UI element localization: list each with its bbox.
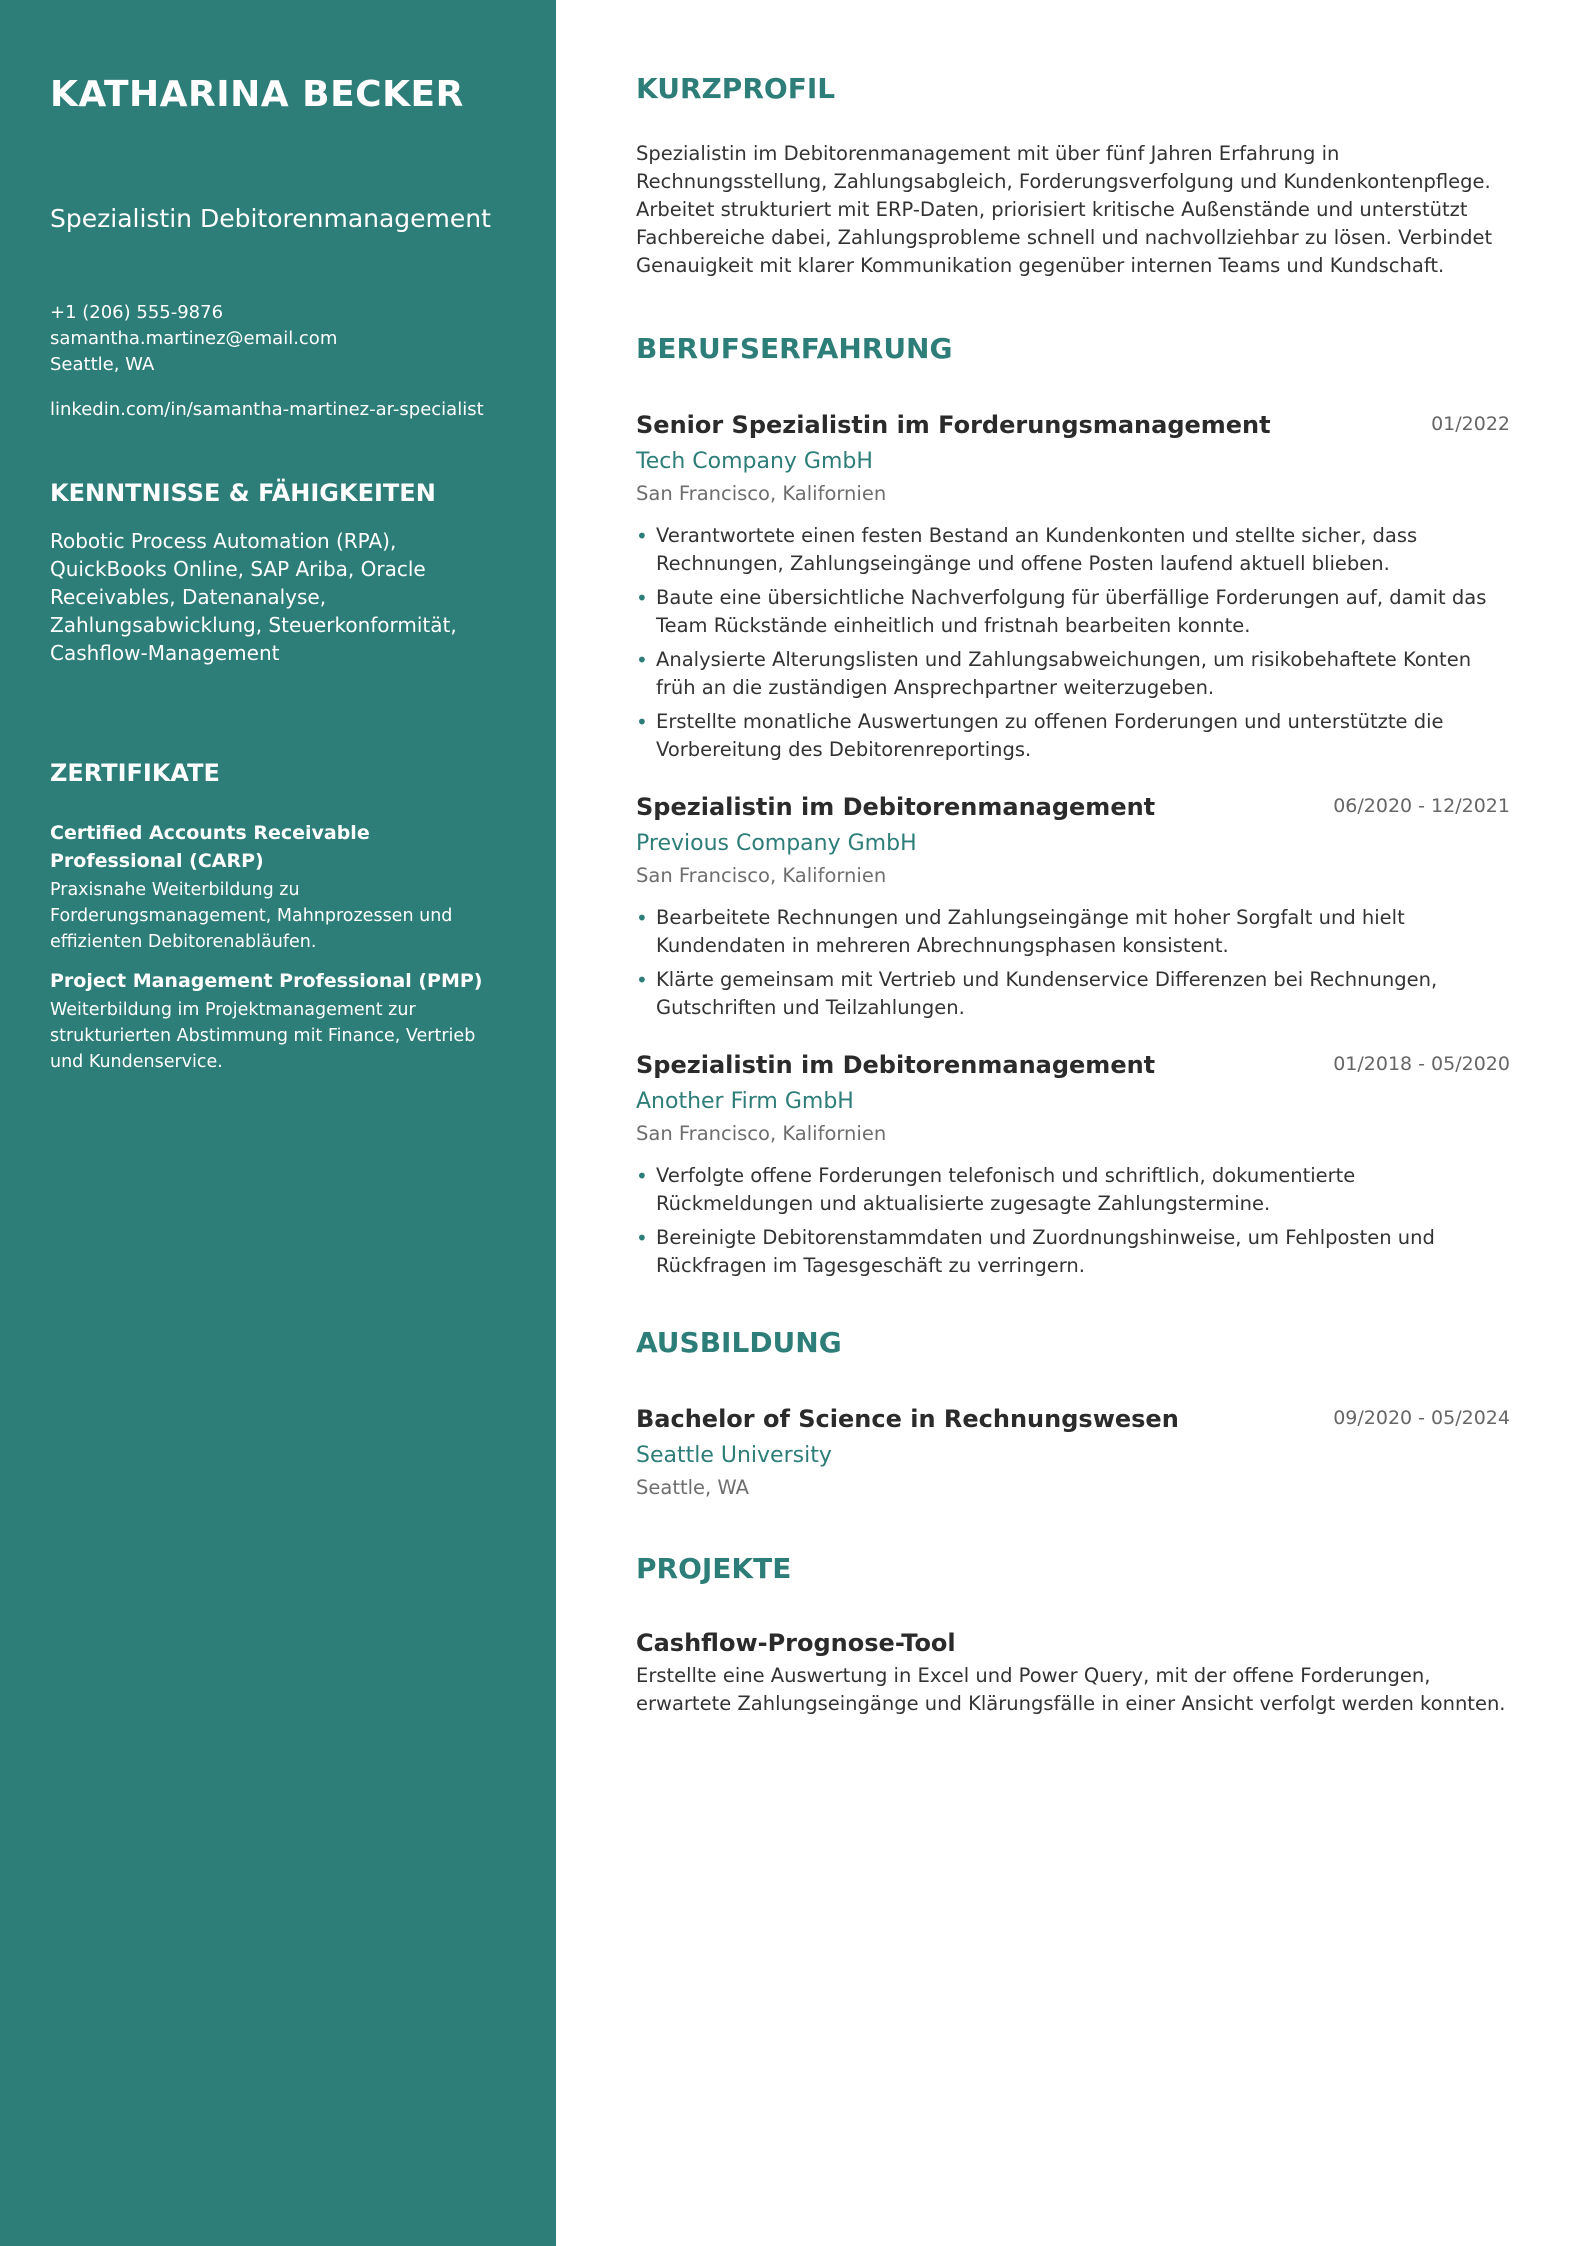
job-title: Spezialistin im Debitorenmanagement (636, 793, 1156, 821)
job-location: San Francisco, Kalifornien (636, 1122, 887, 1145)
sidebar (0, 0, 556, 2246)
candidate-role: Spezialistin Debitorenmanagement (50, 204, 491, 233)
certificates-list (50, 819, 506, 1075)
profile-heading: KURZPROFIL (636, 72, 836, 105)
job-entry (636, 408, 1510, 764)
job-bullet: • Bearbeitete Rechnungen und Zahlungseingänge mit hoher Sorgfalt und hielt Kundendaten in mehreren Abrechnungsphasen konsistent. (636, 904, 1510, 960)
education-heading: AUSBILDUNG (636, 1326, 842, 1359)
job-company: Previous Company GmbH (636, 831, 917, 856)
job-bullet: • Analysierte Alterungslisten und Zahlungsabweichungen, um risikobehaftete Konten früh an die zuständigen Ansprechpartner weiterzugeben. (636, 646, 1510, 702)
certificates-heading: ZERTIFIKATE (50, 759, 220, 787)
email-address[interactable]: samantha.martinez@email.com (50, 328, 338, 349)
certificate-name: Certified Accounts Receivable Professional (CARP) (50, 822, 370, 872)
job-bullet: • Baute eine übersichtliche Nachverfolgung für überfällige Forderungen auf, damit das Team Rückstände einheitlich und fristnah bearbeiten konnte. (636, 584, 1510, 640)
certificate-name: Project Management Professional (PMP) (50, 970, 483, 992)
phone-number: +1 (206) 555-9876 (50, 302, 224, 323)
experience-heading: BERUFSERFAHRUNG (636, 332, 953, 365)
job-date: 01/2018 - 05/2020 (1333, 1053, 1510, 1075)
skills-list: Robotic Process Automation (RPA), QuickBooks Online, SAP Ariba, Oracle Receivables, Datenanalyse, Zahlungsabwicklung, Steuerkonformität, Cashflow-Management (50, 529, 457, 665)
skills-heading: KENNTNISSE & FÄHIGKEITEN (50, 479, 436, 507)
job-company: Tech Company GmbH (636, 449, 873, 474)
projects-heading: PROJEKTE (636, 1552, 792, 1585)
job-bullet: • Verantwortete einen festen Bestand an Kundenkonten und stellte sicher, dass Rechnungen, Zahlungseingänge und offene Posten laufend aktuell blieben. (636, 522, 1510, 578)
job-company: Another Firm GmbH (636, 1089, 854, 1114)
education-entry (636, 1402, 1510, 1502)
education-degree: Bachelor of Science in Rechnungswesen (636, 1405, 1179, 1433)
certificate-item (50, 819, 506, 955)
education-date: 09/2020 - 05/2024 (1333, 1407, 1510, 1429)
job-bullet: • Erstellte monatliche Auswertungen zu offenen Forderungen und unterstützte die Vorbereitung des Debitorenreportings. (636, 708, 1510, 764)
main-content (636, 0, 1510, 1718)
job-location: San Francisco, Kalifornien (636, 864, 887, 887)
certificate-description: Praxisnahe Weiterbildung zu Forderungsmanagement, Mahnprozessen und effizienten Debitorenabläufen. (50, 880, 453, 952)
project-name: Cashflow-Prognose-Tool (636, 1629, 956, 1657)
education-location: Seattle, WA (636, 1476, 749, 1499)
job-bullets (636, 904, 1510, 1022)
candidate-name: KATHARINA BECKER (50, 74, 464, 115)
job-date: 06/2020 - 12/2021 (1333, 795, 1510, 817)
project-entry (636, 1626, 1510, 1718)
contact-block (50, 300, 506, 423)
job-title: Spezialistin im Debitorenmanagement (636, 1051, 1156, 1079)
job-title: Senior Spezialistin im Forderungsmanagement (636, 411, 1271, 439)
linkedin-link[interactable]: linkedin.com/in/samantha-martinez-ar-specialist (50, 399, 484, 420)
job-bullet: • Klärte gemeinsam mit Vertrieb und Kundenservice Differenzen bei Rechnungen, Gutschriften und Teilzahlungen. (636, 966, 1510, 1022)
certificate-description: Weiterbildung im Projektmanagement zur strukturierten Abstimmung mit Finance, Vertrieb und Kundenservice. (50, 1000, 476, 1072)
job-entry (636, 1048, 1510, 1280)
job-bullet: • Bereinigte Debitorenstammdaten und Zuordnungshinweise, um Fehlposten und Rückfragen im Tagesgeschäft zu verringern. (636, 1224, 1510, 1280)
job-bullets (636, 1162, 1510, 1280)
profile-summary: Spezialistin im Debitorenmanagement mit über fünf Jahren Erfahrung in Rechnungsstellung, Zahlungsabgleich, Forderungsverfolgung und Kundenkontenpflege. Arbeitet strukturiert mit ERP-Daten, priorisiert kritische Außenstände und unterstützt Fachbereiche dabei, Zahlungsprobleme schnell und nachvollziehbar zu lösen. Verbindet Genauigkeit mit klarer Kommunikation gegenüber internen Teams und Kundschaft. (636, 142, 1493, 277)
project-description: Erstellte eine Auswertung in Excel und Power Query, mit der offene Forderungen, erwartete Zahlungseingänge und Klärungsfälle in einer Ansicht verfolgt werden konnten. (636, 1664, 1506, 1715)
certificate-item (50, 967, 506, 1075)
job-date: 01/2022 (1431, 413, 1510, 435)
location: Seattle, WA (50, 354, 155, 375)
job-entry (636, 790, 1510, 1022)
education-school: Seattle University (636, 1443, 832, 1468)
job-bullets (636, 522, 1510, 764)
job-location: San Francisco, Kalifornien (636, 482, 887, 505)
job-bullet: • Verfolgte offene Forderungen telefonisch und schriftlich, dokumentierte Rückmeldungen und aktualisierte zugesagte Zahlungstermine. (636, 1162, 1510, 1218)
